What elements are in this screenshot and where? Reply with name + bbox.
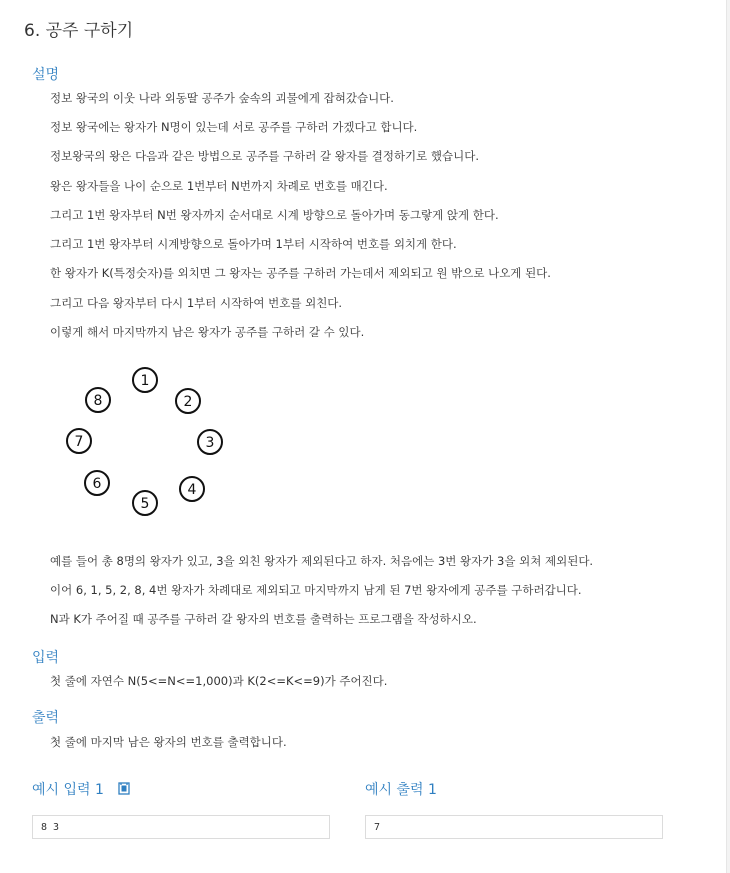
svg-text:6: 6	[92, 476, 102, 492]
prince-circle-diagram	[60, 360, 230, 530]
svg-text:7: 7	[74, 434, 84, 450]
prince-8	[86, 388, 110, 412]
svg-text:5: 5	[140, 496, 150, 512]
description-line: 그리고 다음 왕자부터 다시 1부터 시작하여 번호를 외친다.	[50, 296, 343, 310]
prince-1	[133, 368, 157, 392]
input-description: 첫 줄에 자연수 N(5<=N<=1,000)과 K(2<=K<=9)가 주어진다.	[50, 674, 388, 688]
example-line: 예를 들어 총 8명의 왕자가 있고, 3을 외친 왕자가 제외된다고 하자. 처음에는 3번 왕자가 3을 외쳐 제외된다.	[50, 554, 594, 568]
svg-text:2: 2	[183, 394, 193, 410]
section-input-heading: 입력	[32, 650, 60, 666]
output-description: 첫 줄에 마지막 남은 왕자의 번호를 출력합니다.	[50, 735, 287, 749]
sample-output-heading: 예시 출력 1	[365, 782, 437, 798]
prince-4	[180, 477, 204, 501]
section-output-heading: 출력	[32, 710, 60, 726]
description-line: 그리고 1번 왕자부터 시계방향으로 돌아가며 1부터 시작하여 번호를 외치게 한다.	[50, 237, 457, 251]
description-line: 정보 왕국에는 왕자가 N명이 있는데 서로 공주를 구하러 가겠다고 합니다.	[50, 120, 418, 134]
section-description-heading: 설명	[32, 67, 60, 83]
example-line: 이어 6, 1, 5, 2, 8, 4번 왕자가 차례대로 제외되고 마지막까지 남게 된 7번 왕자에게 공주를 구하러갑니다.	[50, 583, 582, 597]
svg-text:1: 1	[140, 373, 150, 389]
description-line: 이렇게 해서 마지막까지 남은 왕자가 공주를 구하러 갈 수 있다.	[50, 325, 365, 339]
svg-text:4: 4	[187, 482, 197, 498]
sample-output-box[interactable]: 7	[365, 815, 663, 839]
description-line: 왕은 왕자들을 나이 순으로 1번부터 N번까지 차례로 번호를 매긴다.	[50, 179, 388, 193]
problem-title: 6. 공주 구하기	[24, 21, 134, 41]
sample-input-box[interactable]: 8 3	[32, 815, 330, 839]
prince-2	[176, 389, 200, 413]
svg-text:8: 8	[93, 393, 103, 409]
sample-input-label: 예시 입력 1	[32, 782, 104, 798]
description-line: 정보 왕국의 이웃 나라 외동딸 공주가 숲속의 괴물에게 잡혀갔습니다.	[50, 91, 394, 105]
example-line: N과 K가 주어질 때 공주를 구하러 갈 왕자의 번호를 출력하는 프로그램을 작성하시오.	[50, 612, 477, 626]
prince-6	[85, 471, 109, 495]
svg-text:3: 3	[205, 435, 215, 451]
prince-5	[133, 491, 157, 515]
sample-input-heading	[32, 779, 130, 799]
description-line: 정보왕국의 왕은 다음과 같은 방법으로 공주를 구하러 갈 왕자를 결정하기로 했습니다.	[50, 149, 480, 163]
prince-3	[198, 430, 222, 454]
copy-icon[interactable]	[118, 782, 130, 795]
description-line: 한 왕자가 K(특정숫자)를 외치면 그 왕자는 공주를 구하러 가는데서 제외되고 원 밖으로 나오게 된다.	[50, 266, 551, 280]
prince-7	[67, 429, 91, 453]
description-line: 그리고 1번 왕자부터 N번 왕자까지 순서대로 시계 방향으로 돌아가며 동그랗게 앉게 한다.	[50, 208, 499, 222]
